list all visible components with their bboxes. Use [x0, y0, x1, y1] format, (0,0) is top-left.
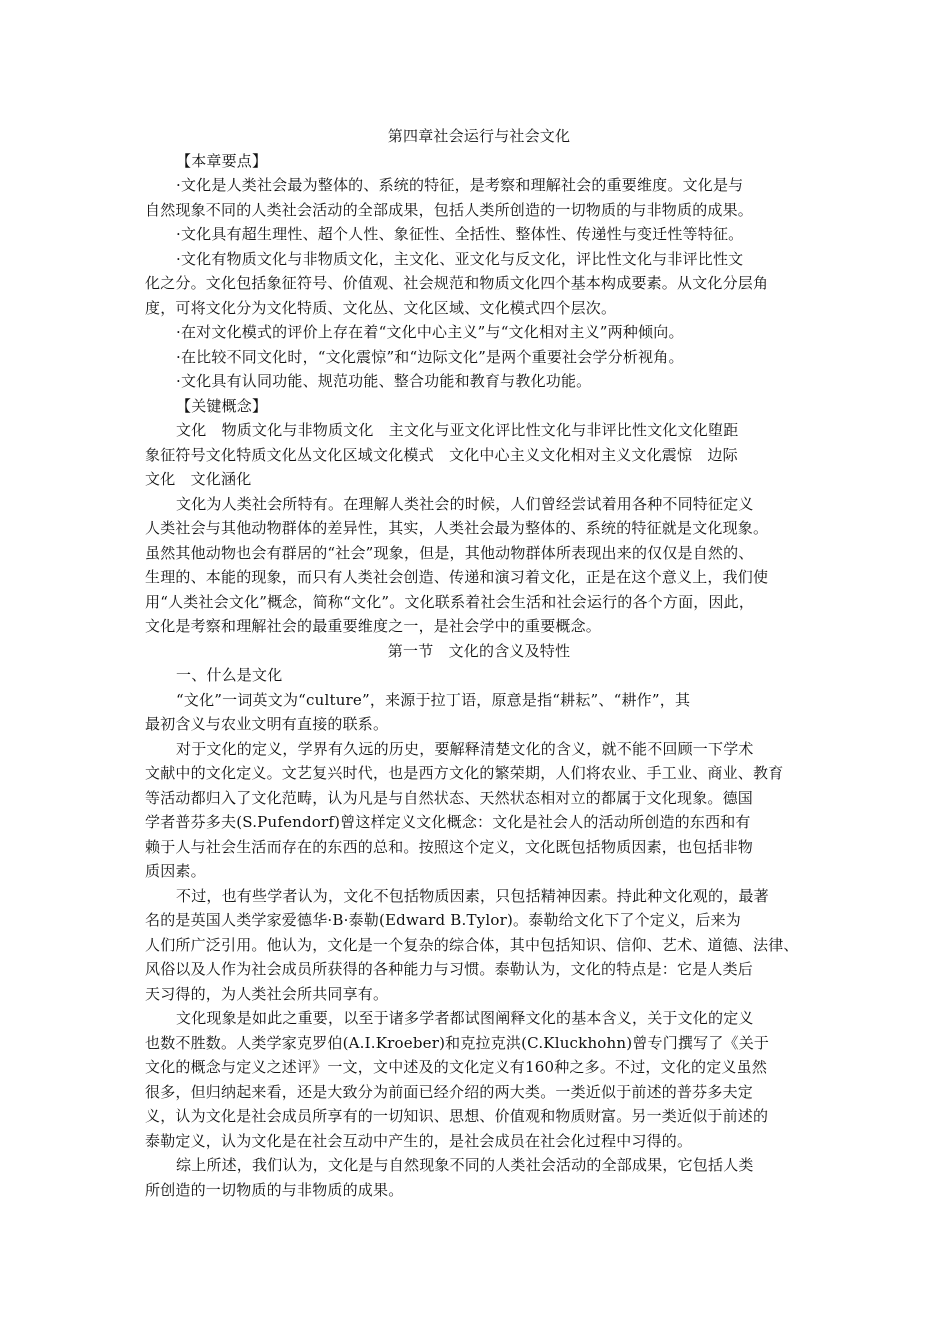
- key-point-line: ·文化具有认同功能、规范功能、整合功能和教育与教化功能。: [176, 372, 592, 390]
- paragraph-line: “文化”一词英文为“culture”，来源于拉丁语，原意是指“耕耘”、“耕作”，其: [176, 690, 691, 709]
- paragraph-line: 文化为人类社会所特有。在理解人类社会的时候，人们曾经尝试着用各种不同特征定义: [176, 494, 754, 513]
- paragraph-definition-history: [145, 737, 813, 884]
- key-concepts-heading: 【关键概念】: [176, 396, 268, 415]
- document-page: [145, 124, 813, 1202]
- key-points-heading: 【本章要点】: [176, 151, 268, 170]
- key-concepts-line: 文化 文化涵化: [145, 470, 252, 488]
- paragraph-line: 综上所述，我们认为，文化是与自然现象不同的人类社会活动的全部成果，它包括人类: [176, 1156, 754, 1174]
- paragraph-line: 人们所广泛引用。他认为，文化是一个复杂的综合体，其中包括知识、信仰、艺术、道德、法律、: [145, 935, 799, 954]
- paragraph-kroeber: [145, 1006, 813, 1153]
- key-point-line: ·在对文化模式的评价上存在着“文化中心主义”与“文化相对主义”两种倾向。: [176, 323, 684, 341]
- key-point-line: 度，可将文化分为文化特质、文化丛、文化区域、文化模式四个层次。: [145, 298, 617, 317]
- paragraph-etymology: [145, 688, 813, 737]
- key-concepts-block: [145, 418, 813, 492]
- key-point-line: ·在比较不同文化时，“文化震惊”和“边际文化”是两个重要社会学分析视角。: [176, 347, 684, 366]
- paragraph-line: 最初含义与农业文明有直接的联系。: [145, 715, 389, 733]
- paragraph-line: 文化的概念与定义之述评》一文，文中述及的文化定义有160种之多。不过，文化的定义虽然: [145, 1058, 768, 1076]
- paragraph-line: 学者普芬多夫(S.Pufendorf)曾这样定义文化概念：文化是社会人的活动所创造的东西和有: [145, 813, 751, 831]
- paragraph-line: 名的是英国人类学家爱德华·B·泰勒(Edward B.Tylor)。泰勒给文化下了个定义，后来为: [145, 911, 742, 929]
- paragraph-line: 很多，但归纳起来看，还是大致分为前面已经介绍的两大类。一类近似于前述的普芬多夫定: [145, 1082, 754, 1101]
- key-points-block: [145, 173, 813, 394]
- chapter-title: 第四章社会运行与社会文化: [387, 127, 571, 145]
- paragraph-line: 等活动都归入了文化范畴，认为凡是与自然状态、天然状态相对立的都属于文化现象。德国: [145, 788, 754, 807]
- paragraph-line: 文献中的文化定义。文艺复兴时代，也是西方文化的繁荣期，人们将农业、手工业、商业、教育: [145, 764, 784, 782]
- paragraph-line: 泰勒定义，认为文化是在社会互动中产生的，是社会成员在社会化过程中习得的。: [145, 1131, 693, 1150]
- key-concepts-line: 文化 物质文化与非物质文化 主文化与亚文化评比性文化与非评比性文化文化堕距: [176, 421, 739, 439]
- key-point-line: ·文化是人类社会最为整体的、系统的特征，是考察和理解社会的重要维度。文化是与: [176, 176, 744, 194]
- paragraph-line: 不过，也有些学者认为，文化不包括物质因素，只包括精神因素。持此种文化观的，最著: [176, 886, 769, 905]
- key-point-line: ·文化具有超生理性、超个人性、象征性、全括性、整体性、传递性与变迁性等特征。: [176, 225, 744, 243]
- paragraph-line: 虽然其他动物也会有群居的“社会”现象，但是，其他动物群体所表现出来的仅仅是自然的、: [145, 543, 754, 562]
- paragraph-line: 义，认为文化是社会成员所享有的一切知识、思想、价值观和物质财富。另一类近似于前述的: [145, 1107, 769, 1125]
- paragraph-line: 也数不胜数。人类学家克罗伯(A.I.Kroeber)和克拉克洪(C.Kluckhohn)曾专门撰写了《关于: [145, 1033, 770, 1052]
- paragraph-summary: [145, 1153, 813, 1202]
- paragraph-line: 天习得的，为人类社会所共同享有。: [145, 984, 389, 1003]
- paragraph-line: 生理的、本能的现象，而只有人类社会创造、传递和演习着文化，正是在这个意义上，我们使: [145, 568, 769, 586]
- paragraph-line: 文化是考察和理解社会的最重要维度之一，是社会学中的重要概念。: [145, 617, 602, 635]
- key-point-line: 自然现象不同的人类社会活动的全部成果，包括人类所创造的一切物质的与非物质的成果。: [145, 200, 754, 219]
- paragraph-line: 所创造的一切物质的与非物质的成果。: [145, 1180, 404, 1199]
- subsection-title: 一、什么是文化: [176, 666, 283, 684]
- key-concepts-line: 象征符号文化特质文化丛文化区域文化模式 文化中心主义文化相对主义文化震惊 边际: [145, 445, 738, 464]
- key-point-line: ·文化有物质文化与非物质文化，主文化、亚文化与反文化，评比性文化与非评比性文: [176, 249, 744, 268]
- paragraph-line: 文化现象是如此之重要，以至于诸多学者都试图阐释文化的基本含义，关于文化的定义: [176, 1009, 754, 1027]
- paragraph-line: 对于文化的定义，学界有久远的历史，要解释清楚文化的含义，就不能不回顾一下学术: [176, 739, 754, 758]
- section-title: 第一节 文化的含义及特性: [387, 641, 571, 660]
- paragraph-line: 风俗以及人作为社会成员所获得的各种能力与习惯。泰勒认为，文化的特点是：它是人类后: [145, 960, 754, 978]
- key-point-line: 化之分。文化包括象征符号、价值观、社会规范和物质文化四个基本构成要素。从文化分层角: [145, 274, 769, 292]
- paragraph-tylor: [145, 884, 813, 1007]
- intro-paragraph: [145, 492, 813, 639]
- paragraph-line: 人类社会与其他动物群体的差异性，其实，人类社会最为整体的、系统的特征就是文化现象。: [145, 519, 769, 537]
- paragraph-line: 赖于人与社会生活而存在的东西的总和。按照这个定义，文化既包括物质因素，也包括非物: [145, 837, 754, 856]
- paragraph-line: 用“人类社会文化”概念，简称“文化”。文化联系着社会生活和社会运行的各个方面，因此，: [145, 592, 755, 611]
- paragraph-line: 质因素。: [145, 862, 206, 880]
